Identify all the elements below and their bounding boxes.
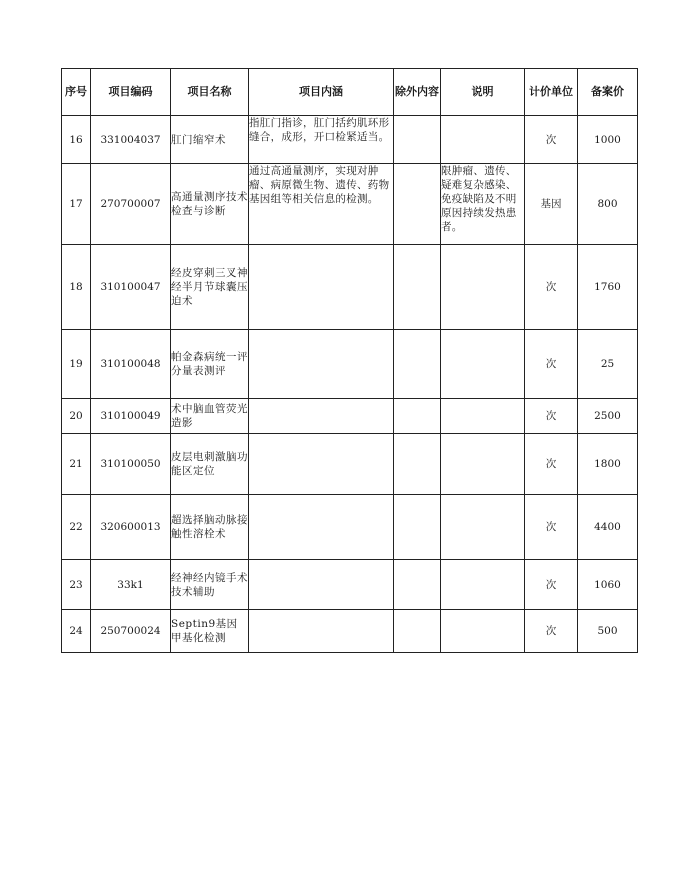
row-price: 2500 [578, 399, 638, 434]
row-exclusion [394, 495, 441, 560]
row-no: 16 [62, 116, 91, 164]
row-code: 310100047 [91, 245, 171, 330]
row-unit: 次 [525, 610, 578, 653]
table-row [62, 164, 638, 245]
header-exclusion: 除外内容 [394, 69, 441, 116]
table-row [62, 495, 638, 560]
row-content: 通过高通量测序，实现对肿瘤、病原微生物、遗传、药物基因组等相关信息的检测。 [249, 164, 394, 245]
row-content [249, 560, 394, 610]
row-price: 1760 [578, 245, 638, 330]
header-unit: 计价单位 [525, 69, 578, 116]
table-row [62, 330, 638, 399]
row-content [249, 330, 394, 399]
row-code: 310100049 [91, 399, 171, 434]
row-no: 21 [62, 434, 91, 495]
table-row [62, 245, 638, 330]
row-exclusion [394, 164, 441, 245]
row-exclusion [394, 330, 441, 399]
row-no: 24 [62, 610, 91, 653]
row-note [441, 495, 525, 560]
row-exclusion [394, 245, 441, 330]
row-note [441, 399, 525, 434]
row-content [249, 434, 394, 495]
row-code: 270700007 [91, 164, 171, 245]
table-row [62, 610, 638, 653]
row-content [249, 495, 394, 560]
row-unit: 基因 [525, 164, 578, 245]
row-note [441, 330, 525, 399]
fee-schedule-table [61, 68, 638, 653]
row-no: 22 [62, 495, 91, 560]
row-no: 19 [62, 330, 91, 399]
row-price: 800 [578, 164, 638, 245]
row-name: 经皮穿刺三叉神经半月节球囊压迫术 [171, 245, 249, 330]
table-row [62, 116, 638, 164]
row-code: 33k1 [91, 560, 171, 610]
table-row [62, 434, 638, 495]
row-code: 310100050 [91, 434, 171, 495]
row-name: 超选择脑动脉接触性溶栓术 [171, 495, 249, 560]
header-name: 项目名称 [171, 69, 249, 116]
row-note [441, 560, 525, 610]
header-note: 说明 [441, 69, 525, 116]
row-no: 20 [62, 399, 91, 434]
row-name: Septin9基因甲基化检测 [171, 610, 249, 653]
row-code: 331004037 [91, 116, 171, 164]
row-unit: 次 [525, 116, 578, 164]
row-name: 肛门缩窄术 [171, 116, 249, 164]
row-price: 25 [578, 330, 638, 399]
row-price: 4400 [578, 495, 638, 560]
row-name: 高通量测序技术检查与诊断 [171, 164, 249, 245]
table-row [62, 399, 638, 434]
header-code: 项目编码 [91, 69, 171, 116]
row-unit: 次 [525, 245, 578, 330]
table-row [62, 560, 638, 610]
row-content: 指肛门指诊，肛门括约肌环形缝合，成形，开口检紧适当。 [249, 116, 394, 164]
row-exclusion [394, 560, 441, 610]
header-no: 序号 [62, 69, 91, 116]
row-name: 皮层电刺激脑功能区定位 [171, 434, 249, 495]
row-no: 23 [62, 560, 91, 610]
row-exclusion [394, 399, 441, 434]
row-note [441, 245, 525, 330]
row-unit: 次 [525, 560, 578, 610]
row-price: 1000 [578, 116, 638, 164]
row-note [441, 434, 525, 495]
row-price: 1800 [578, 434, 638, 495]
row-price: 500 [578, 610, 638, 653]
row-no: 18 [62, 245, 91, 330]
row-price: 1060 [578, 560, 638, 610]
header-content: 项目内涵 [249, 69, 394, 116]
row-exclusion [394, 116, 441, 164]
row-note [441, 116, 525, 164]
row-code: 310100048 [91, 330, 171, 399]
table-header-row [62, 69, 638, 116]
row-unit: 次 [525, 330, 578, 399]
row-exclusion [394, 434, 441, 495]
row-unit: 次 [525, 434, 578, 495]
header-price: 备案价 [578, 69, 638, 116]
row-content [249, 399, 394, 434]
row-code: 250700024 [91, 610, 171, 653]
row-code: 320600013 [91, 495, 171, 560]
row-note: 限肿瘤、遗传、疑难复杂感染、免疫缺陷及不明原因持续发热患者。 [441, 164, 525, 245]
row-exclusion [394, 610, 441, 653]
row-no: 17 [62, 164, 91, 245]
row-note [441, 610, 525, 653]
row-name: 经神经内镜手术技术辅助 [171, 560, 249, 610]
row-content [249, 245, 394, 330]
row-content [249, 610, 394, 653]
row-name: 帕金森病统一评分量表测评 [171, 330, 249, 399]
row-name: 术中脑血管荧光造影 [171, 399, 249, 434]
row-unit: 次 [525, 495, 578, 560]
row-unit: 次 [525, 399, 578, 434]
